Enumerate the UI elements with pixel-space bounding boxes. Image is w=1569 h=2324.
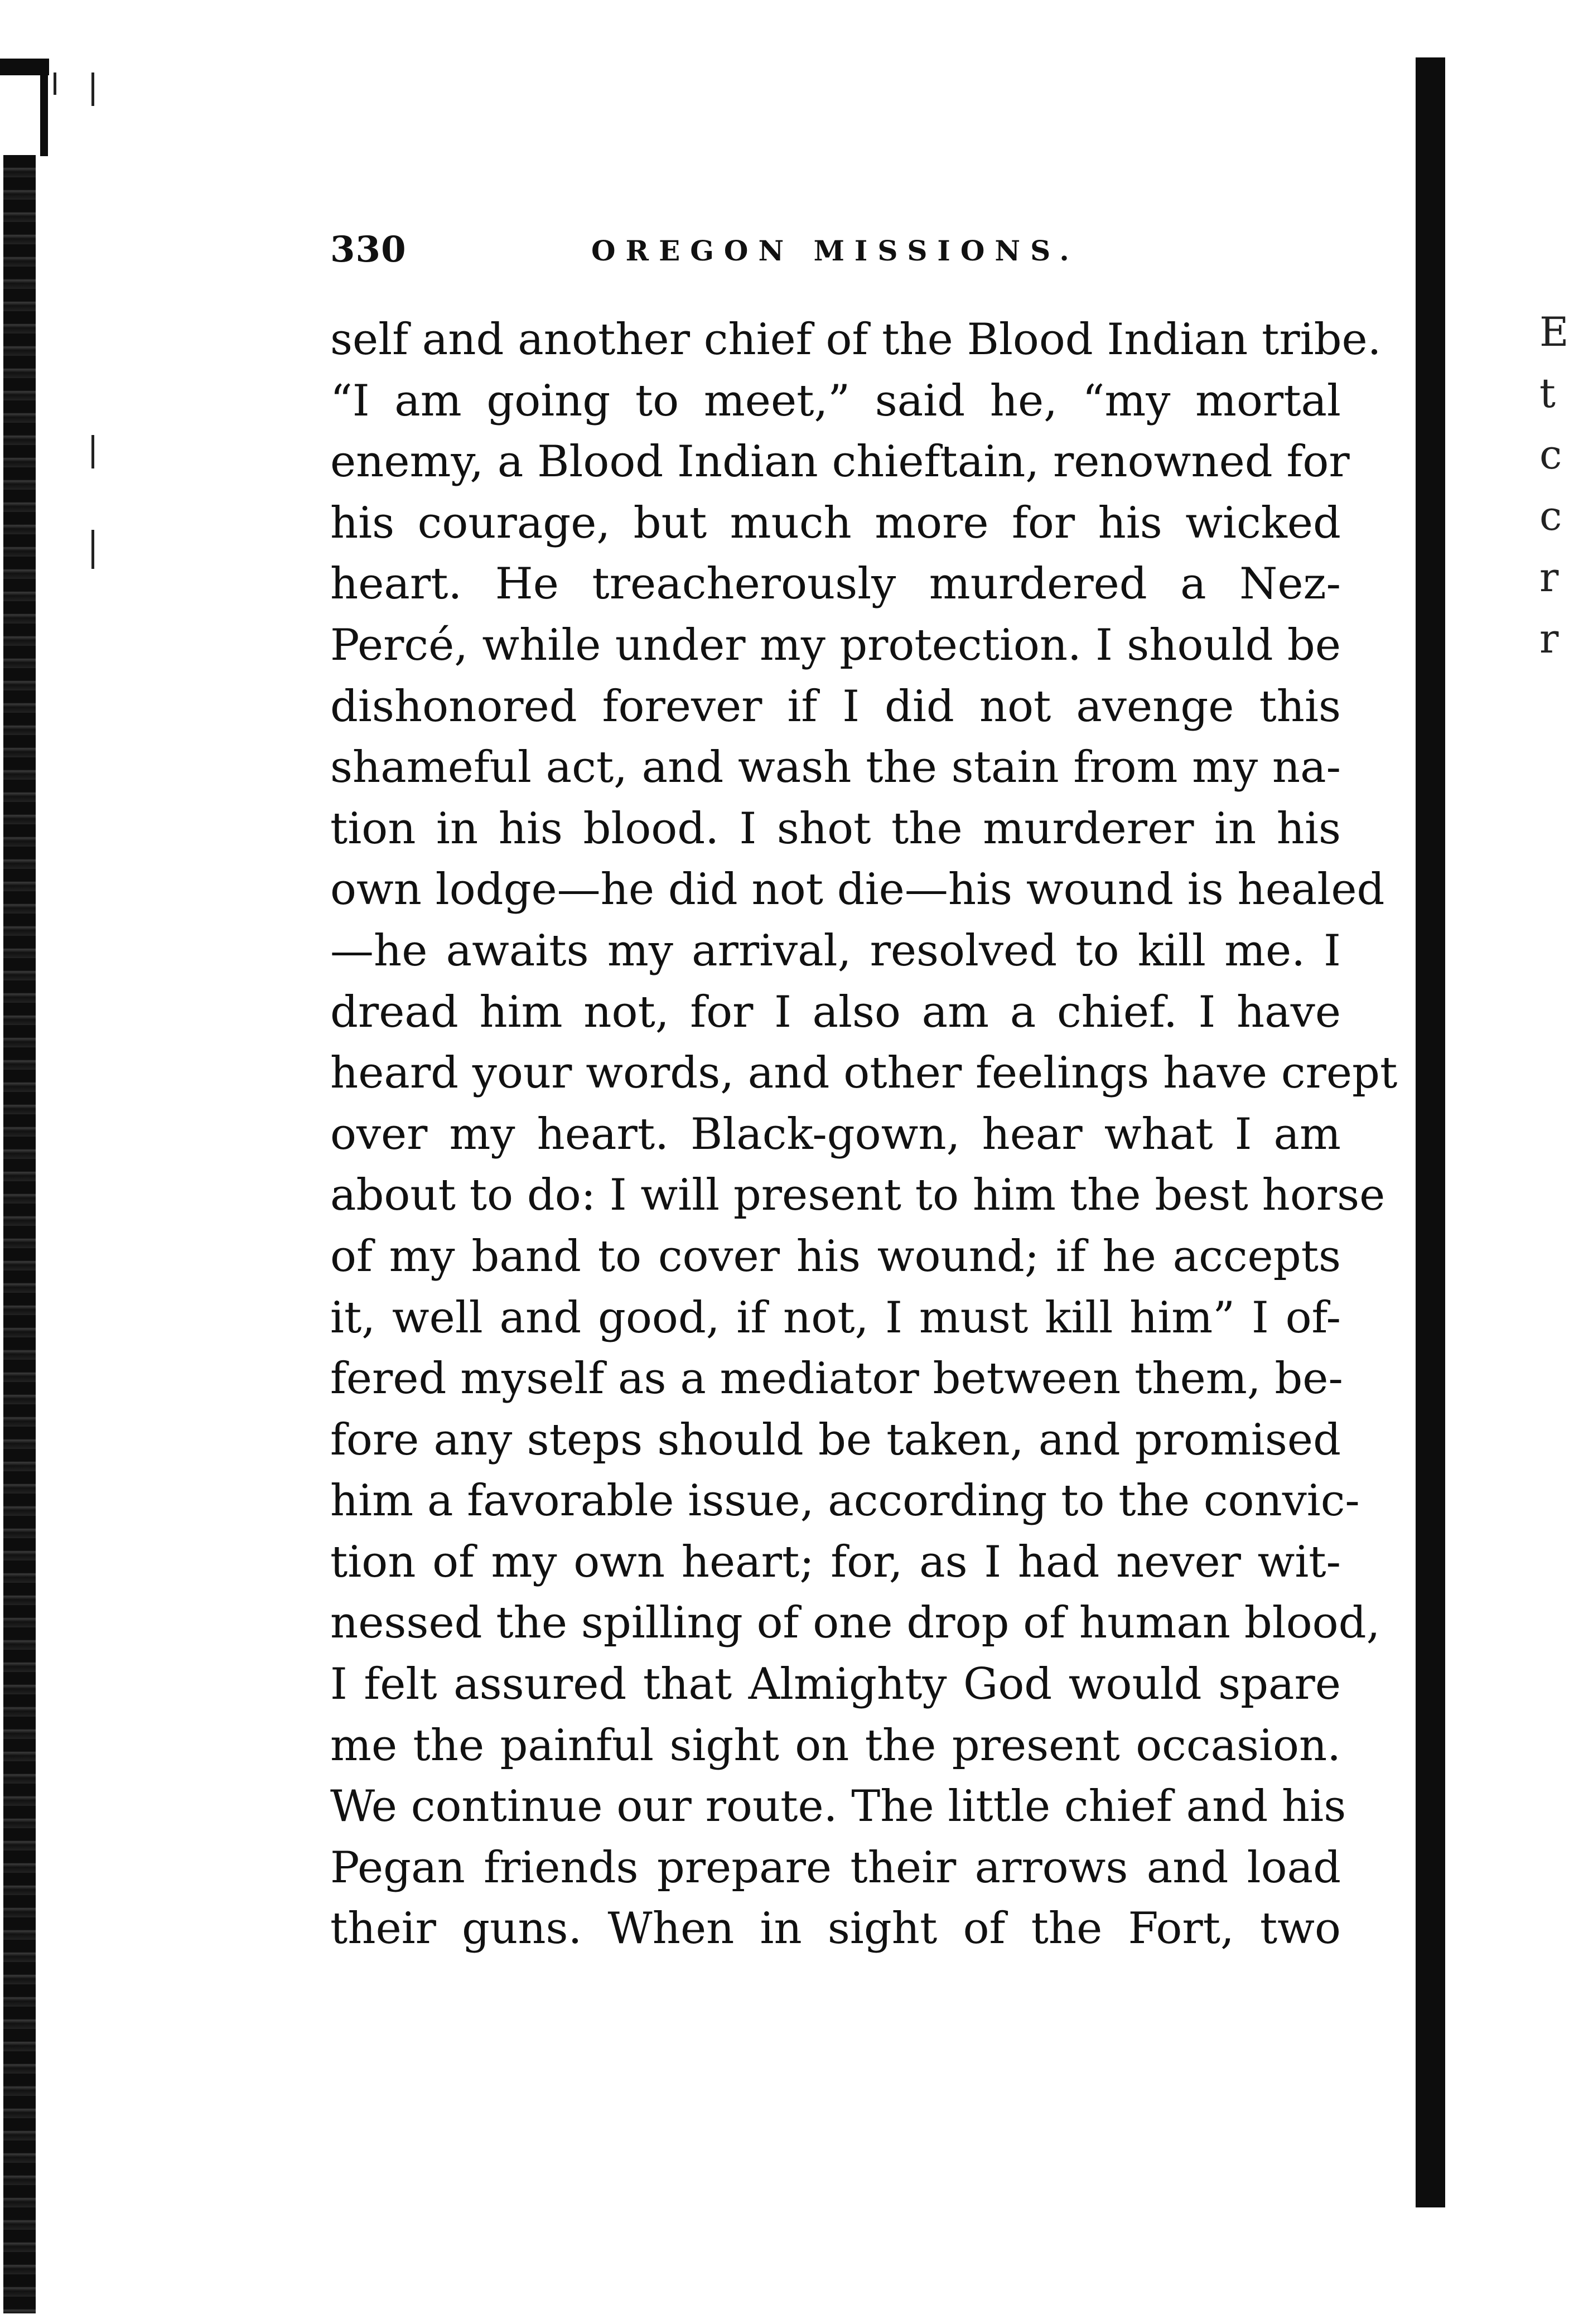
text-line: heard your words, and other feelings have crept [330,1048,1398,1099]
body-text [330,310,1398,1960]
text-line: own lodge—he did not die—his wound is healed [330,864,1385,915]
text-line: his courage, but much more for his wicked [330,497,1341,548]
facing-page-fragment: E t c c r r [1539,308,1569,662]
text-line: their guns. When in sight of the Fort, two [330,1903,1341,1954]
text-line: I felt assured that Almighty God would spare [330,1659,1341,1710]
text-line: about to do: I will present to him the best horse [330,1170,1385,1221]
text-line: me the painful sight on the present occasion. [330,1720,1341,1771]
text-line: “I am going to meet,” said he, “my mortal [330,375,1341,426]
text-line: over my heart. Black-gown, hear what I am [330,1109,1341,1159]
text-line: fore any steps should be taken, and promised [330,1414,1341,1465]
text-line: it, well and good, if not, I must kill him” I of- [330,1292,1341,1343]
scan-gutter-shadow [3,155,36,2313]
page-number: 330 [330,229,407,270]
text-line: tion of my own heart; for, as I had never wit- [330,1537,1341,1587]
scan-edge-artifact [91,530,94,569]
text-line: dishonored forever if I did not avenge this [330,681,1341,732]
running-title: OREGON MISSIONS. [591,234,1079,267]
text-line: of my band to cover his wound; if he accepts [330,1231,1341,1282]
scan-edge-artifact [91,73,94,106]
text-line: Percé, while under my protection. I should be [330,620,1341,670]
text-line: tion in his blood. I shot the murderer in his [330,803,1341,854]
text-line: —he awaits my arrival, resolved to kill me. I [330,925,1341,976]
text-line: Pegan friends prepare their arrows and load [330,1842,1341,1893]
text-line: self and another chief of the Blood Indian tribe. [330,315,1382,365]
text-line: enemy, a Blood Indian chieftain, renowned for [330,437,1350,487]
text-line: him a favorable issue, according to the convic- [330,1476,1360,1526]
scan-edge-artifact [40,67,48,156]
text-line: shameful act, and wash the stain from my na- [330,742,1341,793]
scan-edge-artifact [91,435,94,468]
text-line: We continue our route. The little chief and his [330,1781,1346,1832]
text-line: nessed the spilling of one drop of human blood, [330,1598,1380,1649]
text-line: dread him not, for I also am a chief. I have [330,987,1341,1037]
scan-edge-artifact [54,73,56,95]
running-header [330,229,1334,284]
text-line: heart. He treacherously murdered a Nez- [330,559,1341,610]
scan-right-shadow [1416,57,1445,2207]
text-line: fered myself as a mediator between them, be- [330,1354,1343,1404]
